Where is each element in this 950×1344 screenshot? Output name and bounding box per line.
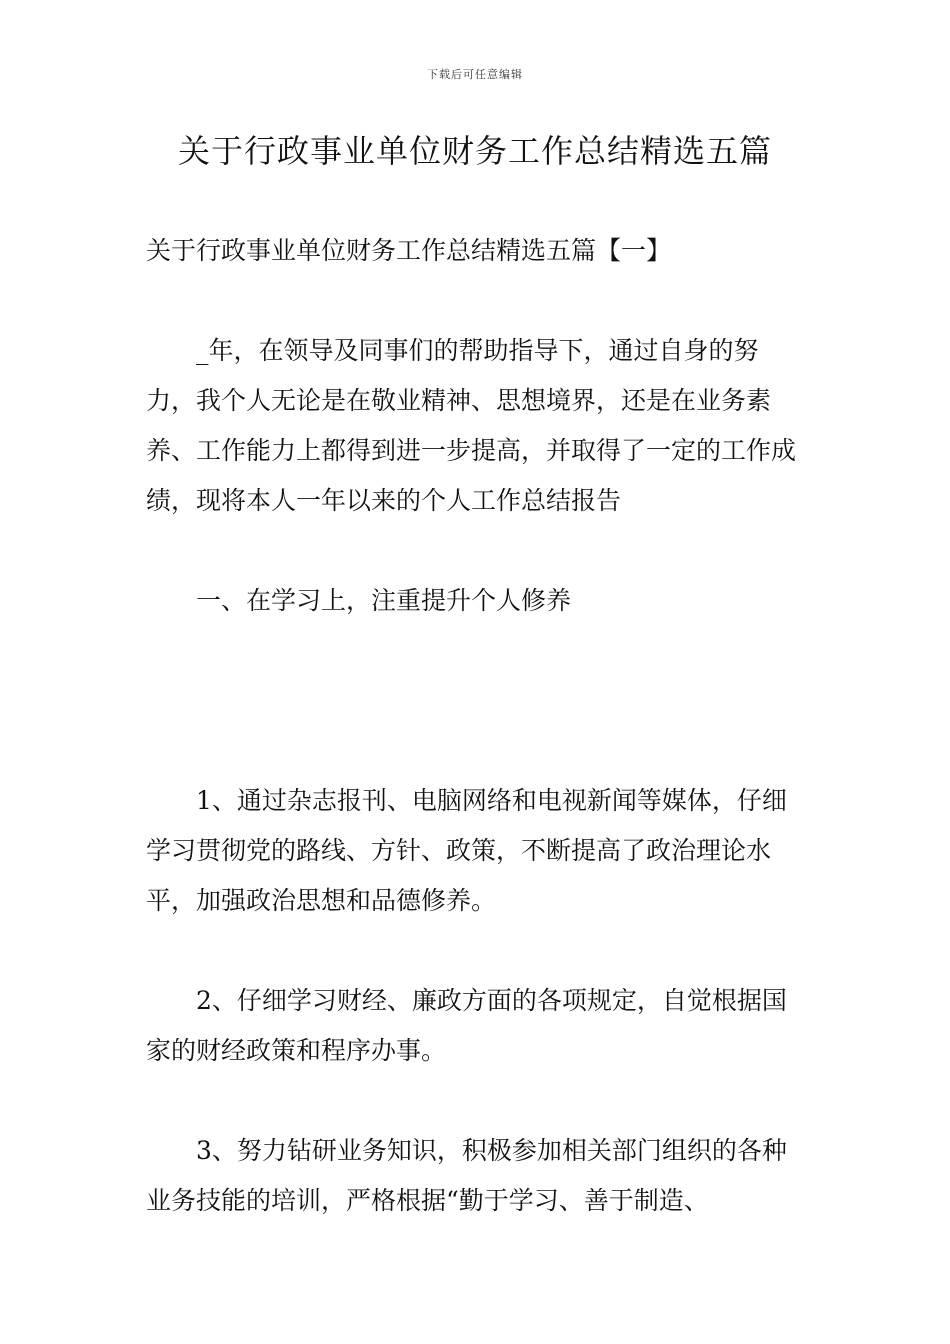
document-body [146, 226, 808, 1226]
paragraph-item-2: 2、仔细学习财经、廉政方面的各项规定，自觉根据国家的财经政策和程序办事。 [146, 986, 787, 1065]
paragraph-item-3: 3、努力钻研业务知识，积极参加相关部门组织的各种业务技能的培训，严格根据“勤于学习、善于制造、 [146, 1136, 787, 1215]
header-note: 下载后可任意编辑 [427, 68, 523, 81]
paragraph-section-one-heading: 一、在学习上，注重提升个人修养 [196, 586, 572, 615]
document-title: 关于行政事业单位财务工作总结精选五篇 [177, 132, 772, 170]
section-heading: 关于行政事业单位财务工作总结精选五篇【一】 [146, 236, 672, 265]
paragraph-intro: _年，在领导及同事们的帮助指导下，通过自身的努力，我个人无论是在敬业精神、思想境界，还是在业务素养、工作能力上都得到进一步提高，并取得了一定的工作成绩，现将本人一年以来的个人工作总结报告 [146, 336, 797, 515]
paragraph-item-1: 1、通过杂志报刊、电脑网络和电视新闻等媒体，仔细学习贯彻党的路线、方针、政策，不断提高了政治理论水平，加强政治思想和品德修养。 [146, 786, 787, 915]
